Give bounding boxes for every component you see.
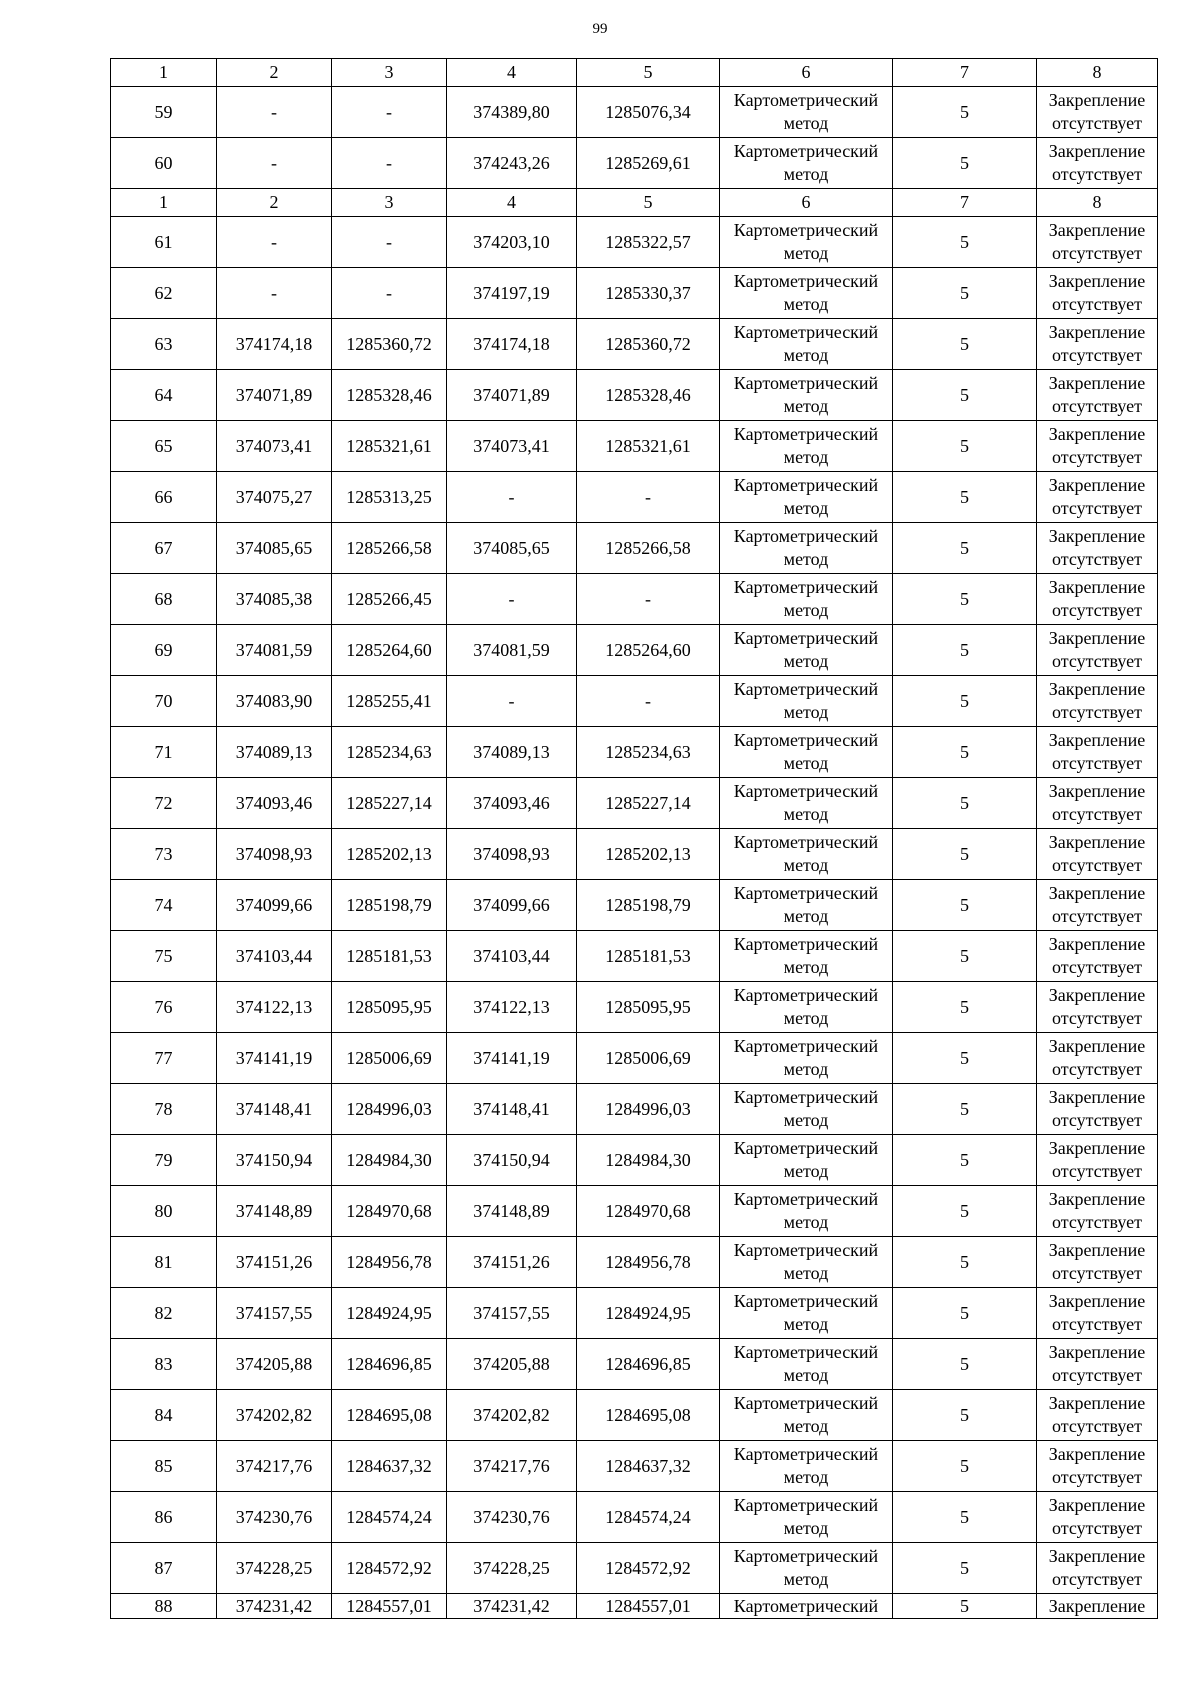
- method-cell: Картометрический метод: [720, 1288, 893, 1339]
- column-number-cell: 8: [1037, 189, 1158, 217]
- x-old-cell: 374141,19: [217, 1033, 332, 1084]
- accuracy-cell: 5: [893, 268, 1037, 319]
- fixing-cell: Закрепление отсутствует: [1037, 370, 1158, 421]
- accuracy-cell: 5: [893, 676, 1037, 727]
- y-new-cell: 1285321,61: [577, 421, 720, 472]
- x-new-cell: 374389,80: [447, 87, 577, 138]
- point-number-cell: 78: [111, 1084, 217, 1135]
- column-number-cell: 1: [111, 59, 217, 87]
- point-number-cell: 64: [111, 370, 217, 421]
- y-new-cell: 1284696,85: [577, 1339, 720, 1390]
- y-new-cell: 1284996,03: [577, 1084, 720, 1135]
- fixing-cell: Закрепление отсутствует: [1037, 1237, 1158, 1288]
- y-old-cell: -: [332, 217, 447, 268]
- y-old-cell: 1284996,03: [332, 1084, 447, 1135]
- column-number-cell: 4: [447, 189, 577, 217]
- point-number-cell: 80: [111, 1186, 217, 1237]
- y-new-cell: 1284637,32: [577, 1441, 720, 1492]
- fixing-cell: Закрепление отсутствует: [1037, 472, 1158, 523]
- accuracy-cell: 5: [893, 574, 1037, 625]
- fixing-cell: Закрепление отсутствует: [1037, 1441, 1158, 1492]
- y-new-cell: 1284956,78: [577, 1237, 720, 1288]
- x-old-cell: -: [217, 268, 332, 319]
- method-cell: Картометрический метод: [720, 778, 893, 829]
- y-old-cell: 1284637,32: [332, 1441, 447, 1492]
- y-new-cell: 1285328,46: [577, 370, 720, 421]
- method-cell: Картометрический метод: [720, 982, 893, 1033]
- fixing-cell: Закрепление отсутствует: [1037, 87, 1158, 138]
- y-old-cell: 1285198,79: [332, 880, 447, 931]
- point-number-cell: 68: [111, 574, 217, 625]
- accuracy-cell: 5: [893, 1594, 1037, 1619]
- y-new-cell: -: [577, 676, 720, 727]
- x-new-cell: 374085,65: [447, 523, 577, 574]
- y-new-cell: 1284924,95: [577, 1288, 720, 1339]
- column-number-cell: 8: [1037, 59, 1158, 87]
- point-number-cell: 62: [111, 268, 217, 319]
- method-cell: Картометрический метод: [720, 370, 893, 421]
- fixing-cell: Закрепление отсутствует: [1037, 931, 1158, 982]
- y-old-cell: -: [332, 87, 447, 138]
- table-body: [111, 59, 1158, 1619]
- table-row: [111, 1033, 1158, 1084]
- column-number-cell: 5: [577, 59, 720, 87]
- method-cell: Картометрический метод: [720, 1492, 893, 1543]
- x-old-cell: 374089,13: [217, 727, 332, 778]
- fixing-cell: Закрепление отсутствует: [1037, 1390, 1158, 1441]
- x-new-cell: -: [447, 676, 577, 727]
- x-new-cell: 374093,46: [447, 778, 577, 829]
- method-cell: Картометрический метод: [720, 931, 893, 982]
- method-cell: Картометрический метод: [720, 319, 893, 370]
- point-number-cell: 71: [111, 727, 217, 778]
- method-cell: Картометрический метод: [720, 1033, 893, 1084]
- x-new-cell: 374150,94: [447, 1135, 577, 1186]
- accuracy-cell: 5: [893, 931, 1037, 982]
- accuracy-cell: 5: [893, 778, 1037, 829]
- table-row: [111, 1288, 1158, 1339]
- y-old-cell: 1284695,08: [332, 1390, 447, 1441]
- x-new-cell: 374217,76: [447, 1441, 577, 1492]
- fixing-cell: Закрепление отсутствует: [1037, 421, 1158, 472]
- y-old-cell: 1285328,46: [332, 370, 447, 421]
- column-number-cell: 2: [217, 59, 332, 87]
- accuracy-cell: 5: [893, 1288, 1037, 1339]
- table-row: [111, 472, 1158, 523]
- table-row: [111, 1186, 1158, 1237]
- column-header-row: [111, 189, 1158, 217]
- y-new-cell: 1285006,69: [577, 1033, 720, 1084]
- fixing-cell: Закрепление отсутствует: [1037, 268, 1158, 319]
- y-new-cell: 1285198,79: [577, 880, 720, 931]
- table-row: [111, 1135, 1158, 1186]
- y-new-cell: 1284574,24: [577, 1492, 720, 1543]
- x-old-cell: 374083,90: [217, 676, 332, 727]
- table-row: [111, 370, 1158, 421]
- x-new-cell: 374098,93: [447, 829, 577, 880]
- x-old-cell: 374205,88: [217, 1339, 332, 1390]
- table-row: [111, 1441, 1158, 1492]
- x-old-cell: 374202,82: [217, 1390, 332, 1441]
- accuracy-cell: 5: [893, 319, 1037, 370]
- fixing-cell: Закрепление отсутствует: [1037, 829, 1158, 880]
- fixing-cell: Закрепление отсутствует: [1037, 625, 1158, 676]
- table-row: [111, 829, 1158, 880]
- table-row: [111, 319, 1158, 370]
- point-number-cell: 77: [111, 1033, 217, 1084]
- accuracy-cell: 5: [893, 1084, 1037, 1135]
- y-new-cell: -: [577, 574, 720, 625]
- point-number-cell: 84: [111, 1390, 217, 1441]
- point-number-cell: 73: [111, 829, 217, 880]
- y-old-cell: 1284924,95: [332, 1288, 447, 1339]
- x-new-cell: 374071,89: [447, 370, 577, 421]
- accuracy-cell: 5: [893, 880, 1037, 931]
- accuracy-cell: 5: [893, 1186, 1037, 1237]
- x-new-cell: 374122,13: [447, 982, 577, 1033]
- method-cell: Картометрический метод: [720, 625, 893, 676]
- method-cell: Картометрический метод: [720, 217, 893, 268]
- column-number-cell: 7: [893, 59, 1037, 87]
- y-new-cell: 1285202,13: [577, 829, 720, 880]
- y-new-cell: 1284984,30: [577, 1135, 720, 1186]
- x-new-cell: 374148,89: [447, 1186, 577, 1237]
- fixing-cell: Закрепление отсутствует: [1037, 1339, 1158, 1390]
- y-new-cell: 1285269,61: [577, 138, 720, 189]
- fixing-cell: Закрепление отсутствует: [1037, 523, 1158, 574]
- y-old-cell: 1285181,53: [332, 931, 447, 982]
- accuracy-cell: 5: [893, 1543, 1037, 1594]
- x-old-cell: 374093,46: [217, 778, 332, 829]
- y-new-cell: 1285234,63: [577, 727, 720, 778]
- accuracy-cell: 5: [893, 1237, 1037, 1288]
- y-new-cell: 1284695,08: [577, 1390, 720, 1441]
- accuracy-cell: 5: [893, 625, 1037, 676]
- x-old-cell: 374148,41: [217, 1084, 332, 1135]
- column-number-cell: 6: [720, 189, 893, 217]
- point-number-cell: 70: [111, 676, 217, 727]
- table-row: [111, 625, 1158, 676]
- table-row: [111, 982, 1158, 1033]
- y-old-cell: 1285360,72: [332, 319, 447, 370]
- fixing-cell: Закрепление отсутствует: [1037, 1084, 1158, 1135]
- method-cell: Картометрический метод: [720, 829, 893, 880]
- column-number-cell: 1: [111, 189, 217, 217]
- x-new-cell: 374228,25: [447, 1543, 577, 1594]
- accuracy-cell: 5: [893, 1033, 1037, 1084]
- x-old-cell: 374150,94: [217, 1135, 332, 1186]
- method-cell: Картометрический метод: [720, 1135, 893, 1186]
- table-row: [111, 880, 1158, 931]
- point-number-cell: 67: [111, 523, 217, 574]
- point-number-cell: 60: [111, 138, 217, 189]
- y-old-cell: -: [332, 138, 447, 189]
- method-cell: Картометрический метод: [720, 138, 893, 189]
- y-old-cell: 1284970,68: [332, 1186, 447, 1237]
- fixing-cell: Закрепление отсутствует: [1037, 778, 1158, 829]
- x-old-cell: 374122,13: [217, 982, 332, 1033]
- fixing-cell: Закрепление отсутствует: [1037, 727, 1158, 778]
- x-new-cell: 374141,19: [447, 1033, 577, 1084]
- column-number-cell: 2: [217, 189, 332, 217]
- x-new-cell: 374157,55: [447, 1288, 577, 1339]
- point-number-cell: 59: [111, 87, 217, 138]
- x-new-cell: 374197,19: [447, 268, 577, 319]
- method-cell: Картометрический метод: [720, 268, 893, 319]
- table-row: [111, 727, 1158, 778]
- accuracy-cell: 5: [893, 1339, 1037, 1390]
- y-new-cell: 1285330,37: [577, 268, 720, 319]
- point-number-cell: 63: [111, 319, 217, 370]
- point-number-cell: 79: [111, 1135, 217, 1186]
- table-row: [111, 1237, 1158, 1288]
- y-old-cell: 1284956,78: [332, 1237, 447, 1288]
- method-cell: Картометрический метод: [720, 727, 893, 778]
- y-new-cell: 1285227,14: [577, 778, 720, 829]
- accuracy-cell: 5: [893, 982, 1037, 1033]
- y-old-cell: 1284557,01: [332, 1594, 447, 1619]
- y-old-cell: 1285266,58: [332, 523, 447, 574]
- accuracy-cell: 5: [893, 421, 1037, 472]
- y-new-cell: 1285322,57: [577, 217, 720, 268]
- accuracy-cell: 5: [893, 472, 1037, 523]
- method-cell: Картометрический метод: [720, 676, 893, 727]
- table-row: [111, 931, 1158, 982]
- y-old-cell: 1285264,60: [332, 625, 447, 676]
- method-cell: Картометрический: [720, 1594, 893, 1619]
- method-cell: Картометрический метод: [720, 880, 893, 931]
- accuracy-cell: 5: [893, 138, 1037, 189]
- y-old-cell: 1285006,69: [332, 1033, 447, 1084]
- x-old-cell: 374174,18: [217, 319, 332, 370]
- y-old-cell: -: [332, 268, 447, 319]
- table-row: [111, 268, 1158, 319]
- point-number-cell: 74: [111, 880, 217, 931]
- y-new-cell: 1285264,60: [577, 625, 720, 676]
- accuracy-cell: 5: [893, 523, 1037, 574]
- x-new-cell: -: [447, 472, 577, 523]
- x-new-cell: 374148,41: [447, 1084, 577, 1135]
- fixing-cell: Закрепление: [1037, 1594, 1158, 1619]
- x-old-cell: -: [217, 87, 332, 138]
- x-old-cell: 374071,89: [217, 370, 332, 421]
- column-header-row: [111, 59, 1158, 87]
- table-row: [111, 1594, 1158, 1619]
- fixing-cell: Закрепление отсутствует: [1037, 1186, 1158, 1237]
- x-old-cell: 374230,76: [217, 1492, 332, 1543]
- y-old-cell: 1285202,13: [332, 829, 447, 880]
- point-number-cell: 81: [111, 1237, 217, 1288]
- table-row: [111, 1390, 1158, 1441]
- x-old-cell: 374099,66: [217, 880, 332, 931]
- method-cell: Картометрический метод: [720, 1543, 893, 1594]
- x-old-cell: -: [217, 217, 332, 268]
- accuracy-cell: 5: [893, 1390, 1037, 1441]
- method-cell: Картометрический метод: [720, 1186, 893, 1237]
- y-new-cell: 1284970,68: [577, 1186, 720, 1237]
- y-new-cell: -: [577, 472, 720, 523]
- point-number-cell: 83: [111, 1339, 217, 1390]
- x-old-cell: 374228,25: [217, 1543, 332, 1594]
- x-old-cell: 374081,59: [217, 625, 332, 676]
- point-number-cell: 76: [111, 982, 217, 1033]
- point-number-cell: 82: [111, 1288, 217, 1339]
- table-row: [111, 676, 1158, 727]
- y-old-cell: 1285234,63: [332, 727, 447, 778]
- x-old-cell: 374098,93: [217, 829, 332, 880]
- table-row: [111, 523, 1158, 574]
- x-new-cell: 374151,26: [447, 1237, 577, 1288]
- accuracy-cell: 5: [893, 1492, 1037, 1543]
- table-row: [111, 217, 1158, 268]
- point-number-cell: 87: [111, 1543, 217, 1594]
- column-number-cell: 7: [893, 189, 1037, 217]
- y-new-cell: 1285266,58: [577, 523, 720, 574]
- method-cell: Картометрический метод: [720, 574, 893, 625]
- point-number-cell: 88: [111, 1594, 217, 1619]
- y-new-cell: 1284572,92: [577, 1543, 720, 1594]
- point-number-cell: 85: [111, 1441, 217, 1492]
- x-old-cell: 374103,44: [217, 931, 332, 982]
- table-row: [111, 1339, 1158, 1390]
- column-number-cell: 6: [720, 59, 893, 87]
- fixing-cell: Закрепление отсутствует: [1037, 676, 1158, 727]
- table-row: [111, 1084, 1158, 1135]
- x-new-cell: 374205,88: [447, 1339, 577, 1390]
- accuracy-cell: 5: [893, 829, 1037, 880]
- x-new-cell: 374231,42: [447, 1594, 577, 1619]
- column-number-cell: 3: [332, 59, 447, 87]
- fixing-cell: Закрепление отсутствует: [1037, 1543, 1158, 1594]
- table-row: [111, 87, 1158, 138]
- method-cell: Картометрический метод: [720, 1084, 893, 1135]
- y-old-cell: 1285255,41: [332, 676, 447, 727]
- column-number-cell: 3: [332, 189, 447, 217]
- y-old-cell: 1284696,85: [332, 1339, 447, 1390]
- table-row: [111, 778, 1158, 829]
- table-row: [111, 421, 1158, 472]
- x-new-cell: 374081,59: [447, 625, 577, 676]
- table-row: [111, 138, 1158, 189]
- fixing-cell: Закрепление отсутствует: [1037, 1135, 1158, 1186]
- fixing-cell: Закрепление отсутствует: [1037, 1288, 1158, 1339]
- accuracy-cell: 5: [893, 1441, 1037, 1492]
- y-old-cell: 1285227,14: [332, 778, 447, 829]
- x-new-cell: 374203,10: [447, 217, 577, 268]
- fixing-cell: Закрепление отсутствует: [1037, 319, 1158, 370]
- point-number-cell: 72: [111, 778, 217, 829]
- x-new-cell: 374230,76: [447, 1492, 577, 1543]
- coordinates-table: [110, 58, 1158, 1619]
- point-number-cell: 75: [111, 931, 217, 982]
- method-cell: Картометрический метод: [720, 523, 893, 574]
- x-new-cell: 374202,82: [447, 1390, 577, 1441]
- x-old-cell: 374073,41: [217, 421, 332, 472]
- column-number-cell: 5: [577, 189, 720, 217]
- table-row: [111, 1492, 1158, 1543]
- x-new-cell: 374243,26: [447, 138, 577, 189]
- x-old-cell: 374075,27: [217, 472, 332, 523]
- x-old-cell: 374085,38: [217, 574, 332, 625]
- y-new-cell: 1284557,01: [577, 1594, 720, 1619]
- x-old-cell: 374151,26: [217, 1237, 332, 1288]
- method-cell: Картометрический метод: [720, 1390, 893, 1441]
- fixing-cell: Закрепление отсутствует: [1037, 574, 1158, 625]
- table-row: [111, 1543, 1158, 1594]
- method-cell: Картометрический метод: [720, 87, 893, 138]
- y-old-cell: 1284984,30: [332, 1135, 447, 1186]
- fixing-cell: Закрепление отсутствует: [1037, 880, 1158, 931]
- y-old-cell: 1285266,45: [332, 574, 447, 625]
- y-old-cell: 1284572,92: [332, 1543, 447, 1594]
- method-cell: Картометрический метод: [720, 1441, 893, 1492]
- point-number-cell: 69: [111, 625, 217, 676]
- x-old-cell: 374231,42: [217, 1594, 332, 1619]
- table-row: [111, 574, 1158, 625]
- accuracy-cell: 5: [893, 87, 1037, 138]
- fixing-cell: Закрепление отсутствует: [1037, 1033, 1158, 1084]
- column-number-cell: 4: [447, 59, 577, 87]
- y-old-cell: 1285321,61: [332, 421, 447, 472]
- accuracy-cell: 5: [893, 727, 1037, 778]
- point-number-cell: 61: [111, 217, 217, 268]
- point-number-cell: 86: [111, 1492, 217, 1543]
- accuracy-cell: 5: [893, 217, 1037, 268]
- y-new-cell: 1285095,95: [577, 982, 720, 1033]
- x-old-cell: 374157,55: [217, 1288, 332, 1339]
- fixing-cell: Закрепление отсутствует: [1037, 982, 1158, 1033]
- accuracy-cell: 5: [893, 1135, 1037, 1186]
- y-new-cell: 1285076,34: [577, 87, 720, 138]
- x-new-cell: 374103,44: [447, 931, 577, 982]
- x-new-cell: 374099,66: [447, 880, 577, 931]
- y-new-cell: 1285181,53: [577, 931, 720, 982]
- page-number: 99: [592, 21, 608, 37]
- x-new-cell: 374073,41: [447, 421, 577, 472]
- method-cell: Картометрический метод: [720, 1237, 893, 1288]
- x-old-cell: 374148,89: [217, 1186, 332, 1237]
- method-cell: Картометрический метод: [720, 1339, 893, 1390]
- x-new-cell: 374089,13: [447, 727, 577, 778]
- x-new-cell: 374174,18: [447, 319, 577, 370]
- accuracy-cell: 5: [893, 370, 1037, 421]
- fixing-cell: Закрепление отсутствует: [1037, 138, 1158, 189]
- y-old-cell: 1285095,95: [332, 982, 447, 1033]
- x-old-cell: -: [217, 138, 332, 189]
- point-number-cell: 66: [111, 472, 217, 523]
- point-number-cell: 65: [111, 421, 217, 472]
- fixing-cell: Закрепление отсутствует: [1037, 1492, 1158, 1543]
- y-old-cell: 1285313,25: [332, 472, 447, 523]
- x-new-cell: -: [447, 574, 577, 625]
- x-old-cell: 374217,76: [217, 1441, 332, 1492]
- y-new-cell: 1285360,72: [577, 319, 720, 370]
- method-cell: Картометрический метод: [720, 421, 893, 472]
- fixing-cell: Закрепление отсутствует: [1037, 217, 1158, 268]
- y-old-cell: 1284574,24: [332, 1492, 447, 1543]
- method-cell: Картометрический метод: [720, 472, 893, 523]
- x-old-cell: 374085,65: [217, 523, 332, 574]
